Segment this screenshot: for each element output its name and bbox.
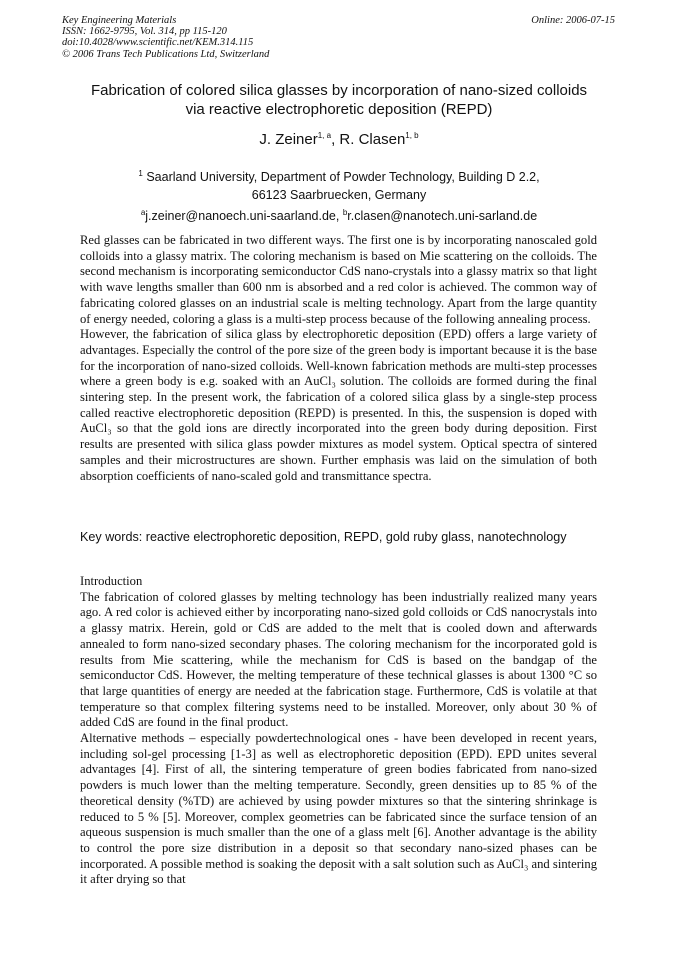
paper-title: Fabrication of colored silica glasses by incorporation of nano-sized colloids via reactive electrophoretic deposition (REPD)	[90, 82, 588, 118]
author-superscript: 1, a	[317, 131, 332, 140]
body-paragraph: The fabrication of colored glasses by melting technology has been industrially realized many years ago. A red color is achieved either by incorporating nano-sized gold colloids or CdS nanocrystals into a glassy matrix. Herein, gold or CdS are added to the melt that is cooled down and afterwards annealed to form nano-sized secondary phases. The coloring mechanism for the incorporated gold is results from Mie scattering, while the mechanism for CdS is based on the bandgap of the semiconductor CdS. However, the melting temperature of these technical glasses is about 1300 °C so that large quantities of energy are needed at the fabrication stage. Furthermore, CdS is volatile at that temperature so that complex filtering systems need to be installed. Moreover, only about 30 % of added CdS are found in the final product.	[80, 589, 597, 730]
author-line: J. Zeiner$^{1, a}$, R. Clasen$^{1, b}$	[259, 131, 419, 148]
section-heading: Introduction	[80, 574, 143, 588]
abstract-paragraph: Red glasses can be fabricated in two different ways. The first one is by incorporating nanoscaled gold colloids into a glassy matrix. The coloring mechanism is based on Mie scattering on the colloids. The second mechanism is incorporating semiconductor CdS nano-crystals into a glassy matrix so that light with wave lengths smaller than 600 nm is absorbed and a red color is achieved. The common way of fabricating colored glasses on an industrial scale is melting technology. Apart from the large quantity of energy needed, coloring a glass is a multi-step process because of the following annealing process.	[80, 233, 597, 326]
keywords: Key words: reactive electrophoretic deposition, REPD, gold ruby glass, nanotechnology	[80, 530, 567, 544]
body-paragraph: Alternative methods – especially powdertechnological ones - have been developed in recent years, including sol-gel processing [1-3] as well as electrophoretic deposition (EPD). EPD unites several advantages [4]. First of all, the sintering temperature of green bodies fabricated from nano-sized powders is much lower than the melting temperature. Secondly, green densities up to 85 % of the theoretical density (%TD) are achieved by using powder mixtures so that the sintering shrinkage is reduced to 5 % [5]. Moreover, complex geometries can be fabricated since the surface tension of an aqueous suspension is much smaller than the one of a glass melt [6]. Another advantage is the ability to control the pore size distribution in a deposit so that secondary nano-sized phases can be incorporated. A possible method is soaking the deposit with a salt solution such as AuCl₃ and sintering it after drying so that	[80, 731, 597, 887]
copyright-line: © 2006 Trans Tech Publications Ltd, Switzerland	[62, 48, 270, 60]
introduction-section	[80, 574, 597, 888]
abstract-paragraph: However, the fabrication of silica glass by electrophoretic deposition (EPD) offers a large variety of advantages. Especially the control of the pore size of the green body is important because it is the base for the incorporation of nano-sized colloids. Well-known fabrication methods are multi-step processes where a green body is e.g. soaked with an AuCl₃ solution. The colloids are formed during the final sintering step. In the present work, the fabrication of a colored silica glass by a single-step process called reactive electrophoretic deposition (REPD) is presented. In this, the suspension is doped with AuCl₃ so that the gold ions are directly incorporated into the green body during deposition. First results are presented with silica glass powder mixtures as model system. Optical spectra of sintered samples and their microstructures are shown. Further emphasis was laid on the simulation of both absorption coefficients of nano-scaled gold and transmittance spectra.	[80, 327, 597, 483]
abstract	[80, 233, 597, 484]
email-superscript: b	[342, 208, 348, 218]
author-superscript: 1, b	[405, 131, 419, 140]
email-line	[80, 204, 598, 226]
issn-line: ISSN: 1662-9795, Vol. 314, pp 115-120	[62, 26, 227, 38]
email-superscript: a	[140, 208, 146, 218]
affiliation-superscript: 1	[138, 169, 143, 178]
journal-header	[62, 15, 269, 60]
online-date: Online: 2006-07-15	[531, 15, 615, 26]
affiliation	[80, 165, 598, 226]
affiliation-city: 66123 Saarbruecken, Germany	[251, 187, 427, 202]
affiliation-text: Saarland University, Department of Powder Technology, Building D 2.2,	[146, 170, 540, 185]
journal-name: Key Engineering Materials	[62, 15, 177, 26]
affiliation-line	[80, 165, 598, 187]
doi-line: doi:10.4028/www.scientific.net/KEM.314.115	[62, 37, 254, 49]
author-name: R. Clasen	[339, 131, 406, 148]
author-name: J. Zeiner	[259, 131, 318, 148]
email-b: r.clasen@nanotech.uni-sarland.de	[347, 209, 538, 224]
email-a: j.zeiner@nanoech.uni-saarland.de,	[145, 209, 343, 224]
